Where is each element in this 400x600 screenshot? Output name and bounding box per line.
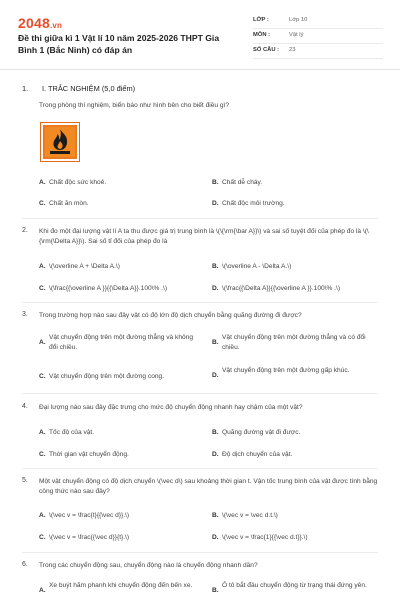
section-number: 1.	[22, 84, 29, 93]
exam-meta	[253, 14, 383, 59]
option-text: \(\vec v = \frac{{\vec d}}{t}.\)	[49, 534, 130, 541]
question-text: Đại lượng nào sau đây đặc trưng cho mức độ chuyển động nhanh hay chậm của một vật?	[39, 404, 303, 411]
section-heading	[22, 84, 135, 93]
option-text: Vật chuyển động trên một đường gấp khúc.	[222, 367, 350, 374]
option-letter: C.	[39, 200, 46, 207]
divider	[22, 552, 378, 553]
option-letter: C.	[39, 451, 46, 458]
exam-title: Đề thi giữa kì 1 Vật lí 10 năm 2025-2026 THPT Gia Bình 1 (Bắc Ninh) có đáp án	[18, 33, 220, 55]
option-letter: D.	[212, 200, 219, 207]
option-text: Xe buýt hãm phanh khi chuyển động đến bến xe.	[49, 582, 193, 589]
option-text: Chất độc sức khoẻ.	[49, 179, 107, 186]
question-number: 2.	[22, 227, 28, 234]
logo-tld: .vn	[49, 21, 63, 30]
option-text: Vật chuyển động trên một đường thẳng và không đổi chiều.	[49, 334, 194, 351]
option-text: \(\frac{{\Delta A}}{{\overline A }}.100\% .\)	[222, 285, 341, 292]
option-text: \(\frac{{\overline A }}{{\Delta A}}.100\% .\)	[49, 285, 168, 292]
question-number: 3.	[22, 311, 28, 318]
option-letter: D.	[212, 285, 219, 292]
option-letter: C.	[39, 373, 46, 380]
site-logo[interactable]	[18, 15, 62, 31]
option-text: \(\overline A - \Delta A.\)	[222, 263, 292, 270]
question-number: 6.	[22, 561, 28, 568]
divider	[22, 218, 378, 219]
option-letter: A.	[39, 429, 46, 436]
meta-class	[253, 14, 383, 29]
option-letter: A.	[39, 339, 46, 346]
question-text: Một vật chuyển động có độ dịch chuyển \(\vec d\) sau khoảng thời gian t. Vận tốc trung bình của vật được tính bằng công thức nào sau đây?	[39, 478, 378, 495]
option-letter: B.	[212, 429, 219, 436]
meta-key: LỚP :	[253, 17, 269, 23]
divider	[22, 393, 378, 394]
question-text: Khi đo một đại lượng vật lí A ta thu được giá trị trung bình là \(\{\rm{\bar A}}\) và sai số tuyệt đối của phép đo là \(\{\rm{\Delta A}}\). Sai số tỉ đối của phép đo là	[39, 228, 369, 245]
option-text: Vật chuyển động trên một đường thẳng và có đổi chiều.	[222, 334, 366, 351]
meta-value: 23	[289, 47, 296, 53]
meta-key: SỐ CÂU :	[253, 47, 280, 53]
option-text: Quãng đường vật đi được.	[222, 429, 301, 436]
option-letter: C.	[39, 534, 46, 541]
option-text: Chất dễ cháy.	[222, 179, 263, 186]
option-text: Thời gian vật chuyển động.	[49, 451, 129, 458]
divider	[22, 468, 378, 469]
question-text: Trong các chuyển động sau, chuyển động nào là chuyển động nhanh dần?	[39, 562, 258, 569]
option-letter: A.	[39, 587, 46, 594]
option-letter: B.	[212, 263, 219, 270]
option-text: \(\vec v = \frac{1}{{\vec d.t}}.\)	[222, 534, 308, 541]
option-letter: B.	[212, 512, 219, 519]
question-text: Trong trường hợp nào sau đây vật có độ lớn độ dịch chuyển bằng quãng đường đi được?	[39, 312, 302, 319]
option-text: Vật chuyển động trên một đường cong.	[49, 373, 165, 380]
section-title: I. TRẮC NGHIỆM (5,0 điểm)	[42, 84, 136, 93]
option-text: Chất độc môi trường.	[222, 200, 285, 207]
option-text: Chất ăn mòn.	[49, 200, 89, 207]
option-letter: D.	[212, 534, 219, 541]
option-letter: C.	[39, 285, 46, 292]
option-letter: D.	[212, 372, 219, 379]
divider	[22, 302, 378, 303]
meta-subject	[253, 29, 383, 44]
logo-number: 2048	[18, 15, 50, 31]
option-text: \(\vec v = \frac{t}{{\vec d}}.\)	[49, 512, 130, 519]
meta-value: Vật lý	[289, 32, 304, 38]
option-text: Ô tô bắt đầu chuyển động từ trạng thái đứng yên.	[222, 582, 367, 589]
flammable-warning-icon	[40, 122, 80, 162]
option-letter: B.	[212, 587, 219, 594]
page-header	[0, 0, 400, 70]
option-letter: B.	[212, 339, 219, 346]
question-number: 5.	[22, 477, 28, 484]
option-letter: B.	[212, 179, 219, 186]
option-text: \(\overline A + \Delta A.\)	[49, 263, 120, 270]
meta-key: MÔN :	[253, 32, 271, 38]
option-text: Độ dịch chuyển của vật.	[222, 451, 293, 458]
option-letter: A.	[39, 263, 46, 270]
question-number: 4.	[22, 403, 28, 410]
option-letter: A.	[39, 179, 46, 186]
option-text: Tốc độ của vật.	[49, 429, 95, 436]
meta-question-count	[253, 44, 383, 59]
option-letter: D.	[212, 451, 219, 458]
question-text: Trong phòng thí nghiệm, biển báo như hình bên cho biết điều gì?	[39, 102, 230, 109]
option-text: \(\vec v = \vec d.t.\)	[222, 512, 278, 519]
meta-value: Lớp 10	[289, 17, 308, 23]
option-letter: A.	[39, 512, 46, 519]
